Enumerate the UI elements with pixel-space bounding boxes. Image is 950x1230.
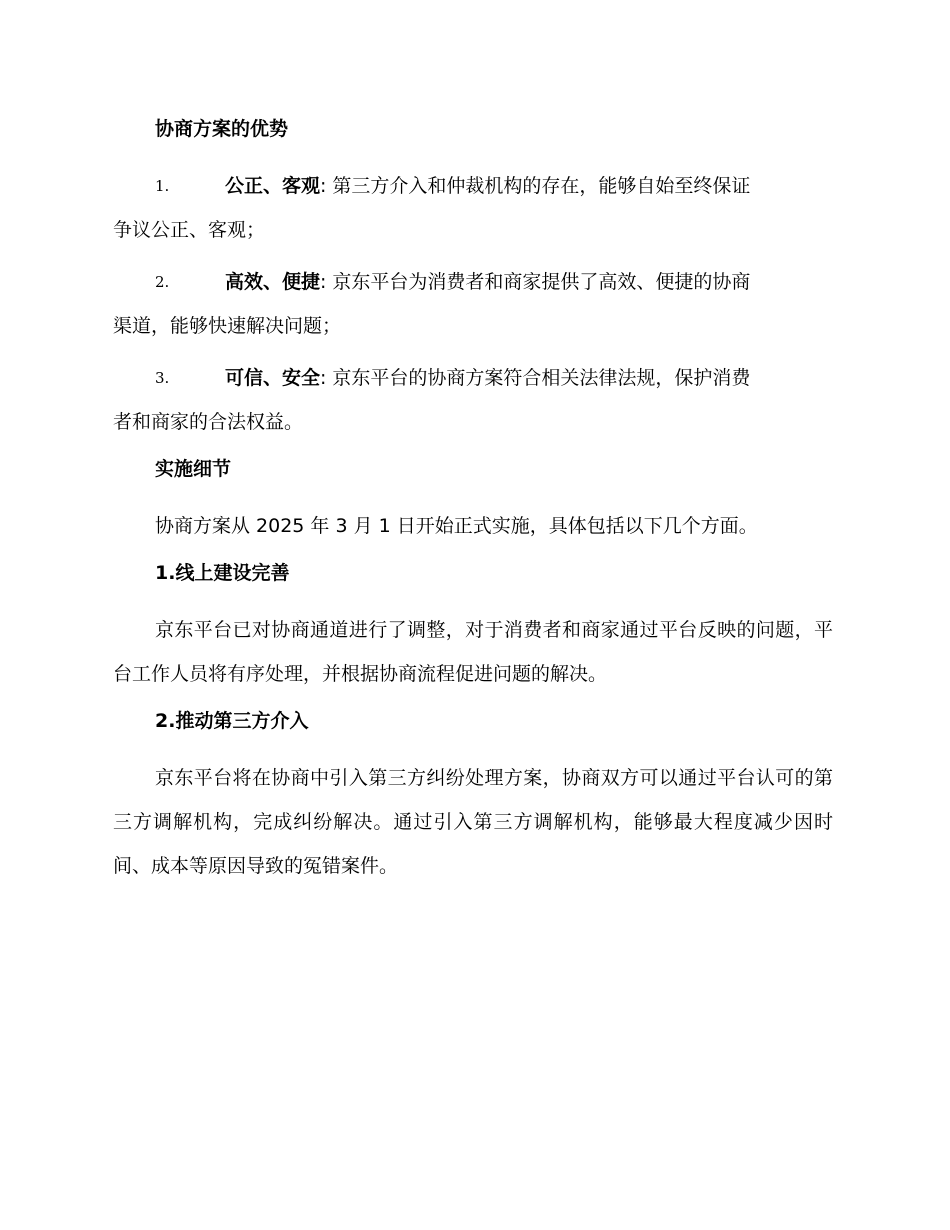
advantage-colon: : [320,271,327,293]
advantage-text-line2: 者和商家的合法权益。 [113,411,304,433]
advantages-heading: 协商方案的优势 [155,118,289,140]
list-number: 1. [155,177,170,195]
advantage-text-line2: 渠道，能够快速解决问题； [113,315,342,337]
subsection-1-paragraph: 京东平台已对协商通道进行了调整，对于消费者和商家通过平台反映的问题，平台工作人员将有序处理，并根据协商流程促进问题的解决。 [113,619,833,685]
advantage-text-line1: 京东平台为消费者和商家提供了高效、便捷的协商 [332,271,751,293]
details-intro-paragraph: 协商方案从 2025 年 3 月 1 日开始正式实施，具体包括以下几个方面。 [155,515,758,537]
advantage-item-1 [113,164,833,252]
advantage-colon: : [320,175,327,197]
advantage-colon: : [320,367,327,389]
subsection-1-heading: 1.线上建设完善 [155,562,290,584]
advantage-title: 高效、便捷 [225,271,321,293]
document-content [113,112,833,896]
advantage-text-line1: 第三方介入和仲裁机构的存在，能够自始至终保证 [332,175,751,197]
list-number: 3. [155,369,170,387]
advantage-text-line2: 争议公正、客观； [113,219,266,241]
subsection-2-paragraph: 京东平台将在协商中引入第三方纠纷处理方案，协商双方可以通过平台认可的第三方调解机构，完成纠纷解决。通过引入第三方调解机构，能够最大程度减少因时间、成本等原因导致的冤错案件。 [113,767,833,877]
advantage-text-line1: 京东平台的协商方案符合相关法律法规，保护消费 [332,367,751,389]
list-number: 2. [155,273,170,291]
subsection-2-heading: 2.推动第三方介入 [155,710,309,732]
details-heading: 实施细节 [155,458,232,480]
advantage-item-3 [113,356,833,444]
advantage-title: 可信、安全 [225,367,321,389]
advantage-title: 公正、客观 [225,175,321,197]
advantage-item-2 [113,260,833,348]
